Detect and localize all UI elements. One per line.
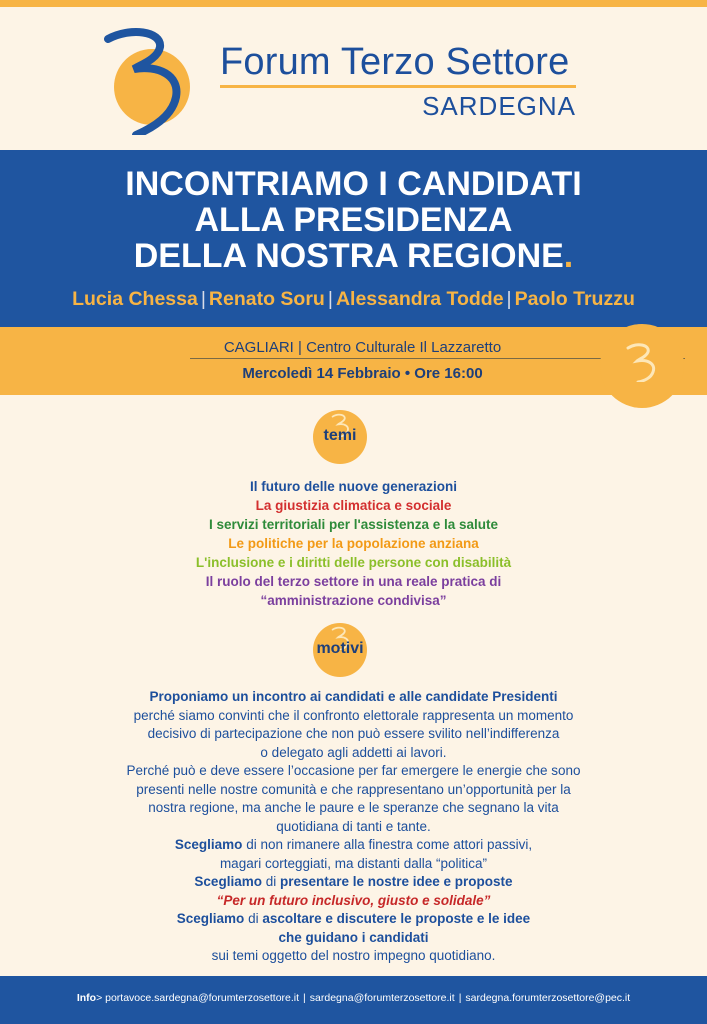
candidate-separator: |	[506, 288, 512, 310]
footer-contacts	[0, 992, 707, 1004]
theme-item: I servizi territoriali per l'assistenza e la salute	[208, 517, 499, 532]
candidate-name: Lucia Chessa	[72, 288, 198, 310]
motivi-line: di non rimanere alla finestra come attori passivi,	[242, 837, 533, 852]
theme-item: Il ruolo del terzo settore in una reale pratica di	[205, 574, 502, 589]
motivi-line: quotidiana di tanti e tante.	[276, 818, 431, 834]
footer-separator: |	[303, 992, 306, 1004]
footer-separator: |	[458, 992, 462, 1004]
temi-label: temi	[323, 427, 357, 444]
headline-line-3-text: DELLA NOSTRA REGIONE	[133, 237, 564, 275]
motivi-emphasis: che guidano i candidati	[278, 929, 429, 945]
candidate-name: Paolo Truzzu	[514, 288, 635, 310]
candidate-separator: |	[327, 288, 333, 310]
headline-dot: .	[563, 237, 574, 275]
motivi-line: sui temi oggetto del nostro impegno quotidiano.	[211, 948, 496, 963]
motivi-slogan: “Per un futuro inclusivo, giusto e solidale”	[216, 892, 491, 908]
scegliamo-keyword: Scegliamo	[174, 837, 243, 852]
org-name: Forum Terzo Settore	[220, 41, 570, 83]
temi-badge	[313, 410, 367, 464]
logo-mark-icon	[626, 342, 658, 382]
theme-item: L'inclusione e i diritti delle persone con disabilità	[195, 555, 512, 570]
org-region: SARDEGNA	[422, 91, 576, 121]
header	[0, 7, 707, 150]
motivi-line: o delegato agli addetti ai lavori.	[260, 744, 447, 760]
headline-line-2: ALLA PRESIDENZA	[194, 201, 513, 239]
forum-logo-icon	[100, 25, 200, 135]
org-divider	[220, 85, 576, 88]
motivi-line: nostra regione, ma anche le paure e le speranze che segnano la vita	[148, 800, 559, 815]
footer	[0, 976, 707, 1024]
scegliamo-keyword: Scegliamo	[194, 874, 262, 889]
theme-item: “amministrazione condivisa”	[260, 593, 447, 608]
event-date: Mercoledì 14 Febbraio • Ore 16:00	[242, 365, 483, 382]
motivi-emphasis: ascoltare e discutere le proposte e le idee	[262, 911, 531, 926]
candidates-list	[0, 288, 707, 311]
motivi-emphasis: presentare le nostre idee e proposte	[279, 874, 513, 889]
email-link-pec[interactable]: sardegna.forumterzosettore@pec.it	[465, 992, 631, 1004]
candidate-name: Alessandra Todde	[335, 288, 504, 310]
email-link-sardegna[interactable]: sardegna@forumterzosettore.it	[309, 992, 455, 1004]
candidate-separator: |	[200, 288, 206, 310]
motivi-line: perché siamo convinti che il confronto elettorale rappresenta un momento	[133, 707, 574, 723]
event-venue: CAGLIARI | Centro Culturale Il Lazzaretto	[223, 339, 502, 356]
motivi-line: presenti nelle nostre comunità e che rappresentano un’opportunità per la	[136, 781, 571, 797]
theme-item: Il futuro delle nuove generazioni	[249, 479, 458, 494]
headline	[0, 166, 707, 274]
scegliamo-keyword: Scegliamo	[176, 911, 245, 926]
motivi-connector: di	[261, 874, 280, 889]
theme-item: Le politiche per la popolazione anziana	[228, 536, 479, 551]
motivi-connector: di	[244, 911, 263, 926]
motivi-label: motivi	[316, 640, 364, 657]
logo-circle-decoration	[600, 324, 684, 408]
footer-arrow: >	[96, 992, 103, 1004]
theme-item: La giustizia climatica e sociale	[255, 498, 452, 513]
email-link-portavoce[interactable]: portavoce.sardegna@forumterzosettore.it	[105, 992, 300, 1004]
top-accent-line	[0, 0, 707, 7]
motivi-text	[0, 688, 707, 966]
motivi-badge	[313, 623, 367, 677]
headline-line-3	[0, 238, 707, 274]
footer-info-label: Info	[76, 992, 97, 1004]
headline-line-1: INCONTRIAMO I CANDIDATI	[125, 165, 582, 203]
candidate-name: Renato Soru	[208, 288, 325, 310]
motivi-line: decisivo di partecipazione che non può essere svilito nell’indifferenza	[147, 726, 560, 741]
motivi-line: Perché può e deve essere l’occasione per far emergere le energie che sono	[126, 763, 581, 778]
themes-list	[0, 477, 707, 610]
motivi-intro: Proponiamo un incontro ai candidati e alle candidate Presidenti	[149, 689, 558, 704]
motivi-line: magari corteggiati, ma distanti dalla “politica”	[219, 855, 488, 871]
